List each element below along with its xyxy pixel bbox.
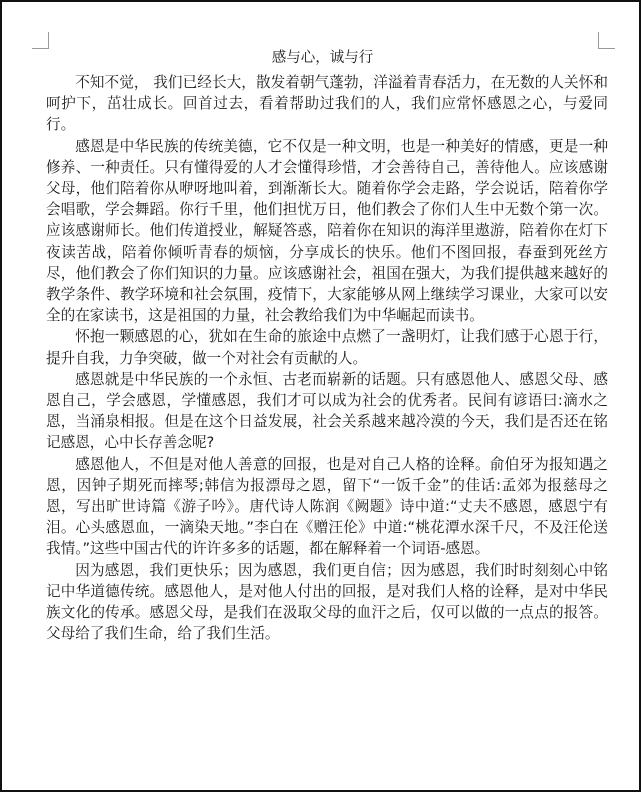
margin-corner-top-right [598,32,615,49]
paragraph: 感恩就是中华民族的一个永恒、古老而崭新的话题。只有感恩他人、感恩父母、感恩自己，学会感恩，学懂感恩，我们才可以成为社会的优秀者。民间有谚语曰:滴水之恩，当涌泉相报。但是在这个日益发展，社会关系越来越冷漠的今天，我们是否还在铭记感恩，心中长存善念呢? [46,370,608,452]
paragraph: 怀抱一颗感恩的心，犹如在生命的旅途中点燃了一盏明灯，让我们感于心恩于行，提升自我，力争突破，做一个对社会有贡献的人。 [46,328,608,367]
paragraph: 感恩是中华民族的传统美德，它不仅是一种文明，也是一种美好的情感，更是一种修养、一种责任。只有懂得爱的人才会懂得珍惜，才会善待自己，善待他人。应该感谢父母，他们陪着你从咿呀地叫着，到渐渐长大。随着你学会走路，学会说话，陪着你学会唱歌，学会舞蹈。你行千里，他们担忧万日，他们教会了你们人生中无数个第一次。应该感谢师长。他们传道授业，解疑答惑，陪着你在知识的海洋里遨游，陪着你在灯下夜读苦战，陪着你倾听青春的烦恼，分享成长的快乐。他们不图回报，春蚕到死丝方尽，他们教会了你们知识的力量。应该感谢社会，祖国在强大，为我们提供越来越好的教学条件、教学环境和社会氛围，疫情下，大家能够从网上继续学习课业，大家可以安全的在家读书，这是祖国的力量，社会教给我们为中华崛起而读书。 [46,137,608,325]
document-body [46,72,608,644]
margin-corner-top-left [32,32,49,49]
paragraph: 感恩他人，不但是对他人善意的回报，也是对自己人格的诠释。俞伯牙为报知遇之恩，因钟子期死而摔琴;韩信为报漂母之恩，留下“一饭千金”的佳话:孟郊为报慈母之恩，写出旷世诗篇《游子吟》。唐代诗人陈润《阙题》诗中道:“丈夫不感恩，感恩宁有泪。心头感恩血，一滴染天地。”李白在《赠汪伦》中道:“桃花潭水深千尺，不及汪伦送我情。”这些中国古代的许许多多的话题，都在解释着一个词语-感恩。 [46,455,608,558]
document-title: 感与心，诚与行 [271,50,374,66]
paragraph: 因为感恩，我们更快乐；因为感恩，我们更自信；因为感恩，我们时时刻刻心中铭记中华道德传统。感恩他人，是对他人付出的回报，是对我们人格的诠释，是对中华民族文化的传承。感恩父母，是我们在汲取父母的血汗之后，仅可以做的一点点的报答。父母给了我们生命，给了我们生活。 [46,561,608,643]
paragraph: 不知不觉， 我们已经长大，散发着朝气蓬勃，洋溢着青春活力，在无数的人关怀和呵护下，茁壮成长。回首过去，看着帮助过我们的人，我们应常怀感恩之心，与爱同行。 [46,74,608,134]
